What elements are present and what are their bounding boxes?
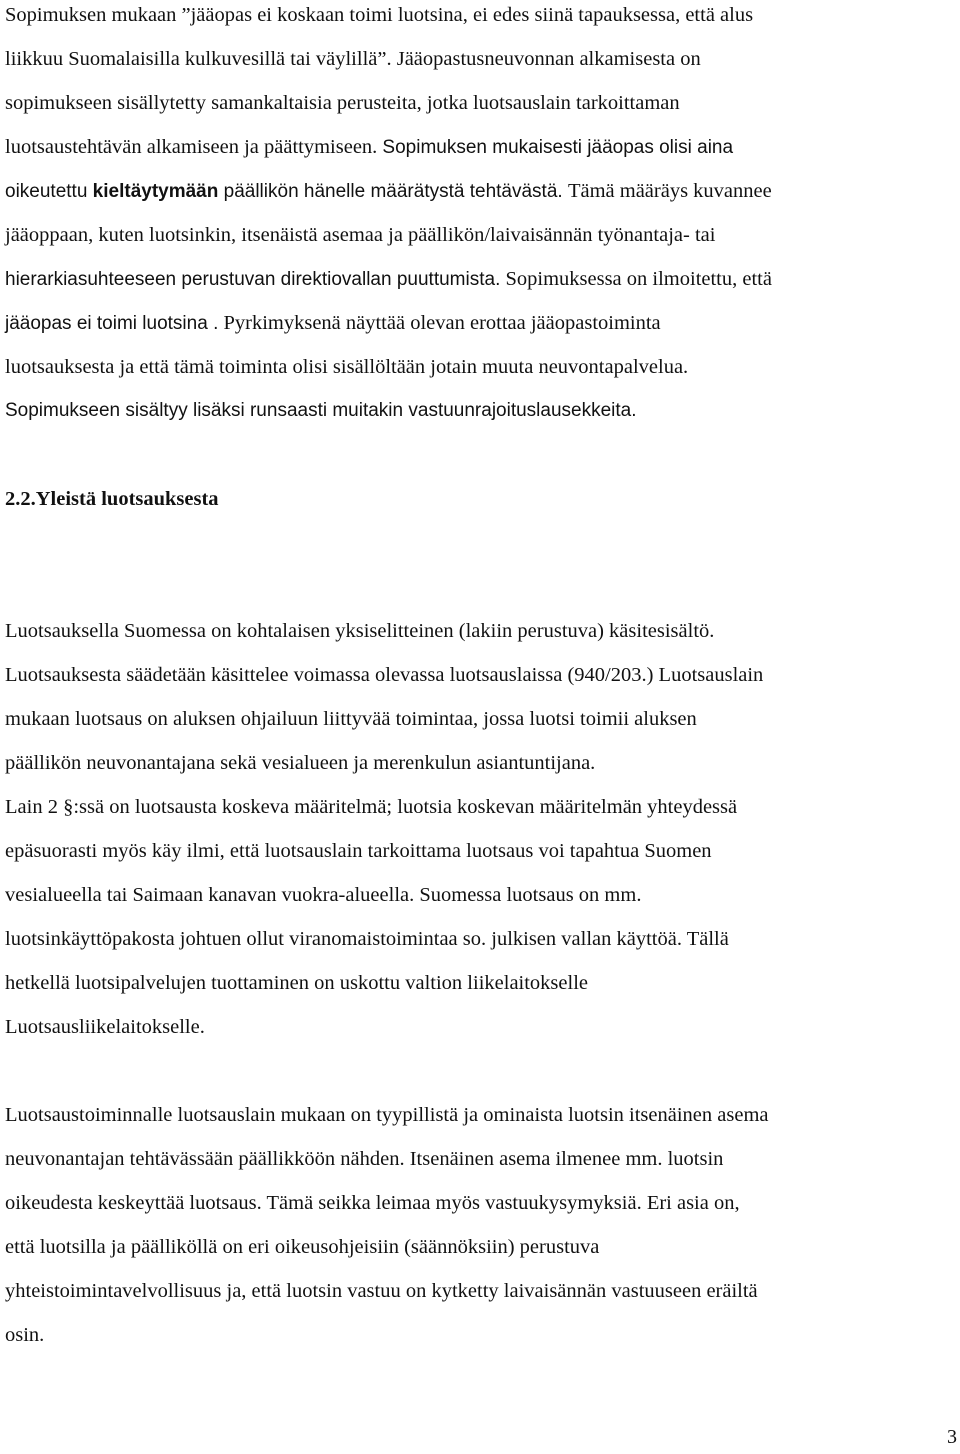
paragraph-2-line-4: päällikön neuvonantajana sekä vesialueen ja merenkulun asiantuntijana. [5, 752, 596, 774]
section-heading: 2.2.Yleistä luotsauksesta [5, 488, 219, 510]
paragraph-2-line-9: hetkellä luotsipalvelujen tuottaminen on uskottu valtion liikelaitokselle [5, 972, 588, 994]
paragraph-1-line-7-sans-text: hierarkiasuhteeseen perustuvan direktiovallan puuttumista. [5, 269, 501, 290]
paragraph-2-line-10: Luotsausliikelaitokselle. [5, 1016, 205, 1038]
page-number: 3 [947, 1426, 957, 1448]
emphasized-word: kieltäytymään [92, 181, 219, 202]
paragraph-1-line-7-text: Sopimuksessa on ilmoitettu, että [505, 268, 772, 290]
paragraph-3-line-4: että luotsilla ja päälliköllä on eri oikeusohjeisiin (säännöksiin) perustuva [5, 1236, 600, 1258]
paragraph-1-line-5-middle: päällikön hänelle määrätystä tehtävästä. [218, 181, 563, 202]
paragraph-1-line-10: Sopimukseen sisältyy lisäksi runsaasti muitakin vastuunrajoituslausekkeita. [5, 400, 637, 421]
paragraph-3-line-5: yhteistoimintavelvollisuus ja, että luotsin vastuu on kytketty laivaisännän vastuuseen eräiltä [5, 1280, 758, 1302]
paragraph-1-line-4 [5, 134, 733, 161]
paragraph-2-line-7: vesialueella tai Saimaan kanavan vuokra-alueella. Suomessa luotsaus on mm. [5, 884, 642, 906]
paragraph-3-line-2: neuvonantajan tehtävässään päällikköön nähden. Itsenäinen asema ilmenee mm. luotsin [5, 1148, 724, 1170]
paragraph-1-line-8-sans-text: jääopas ei toimi luotsina . [5, 313, 219, 334]
paragraph-1-line-7 [5, 266, 772, 293]
paragraph-1-line-3: sopimukseen sisällytetty samankaltaisia perusteita, jotka luotsauslain tarkoittaman [5, 92, 680, 114]
paragraph-3-line-3: oikeudesta keskeyttää luotsaus. Tämä seikka leimaa myös vastuukysymyksiä. Eri asia on, [5, 1192, 740, 1214]
paragraph-2-line-8: luotsinkäyttöpakosta johtuen ollut viranomaistoimintaa so. julkisen vallan käyttöä. Tällä [5, 928, 729, 950]
paragraph-2-line-5: Lain 2 §:ssä on luotsausta koskeva määritelmä; luotsia koskevan määritelmän yhteydessä [5, 796, 738, 818]
paragraph-1-line-9: luotsauksesta ja että tämä toiminta olisi sisällöltään jotain muuta neuvontapalvelua. [5, 356, 689, 378]
paragraph-1-line-4-sans-text: Sopimuksen mukaisesti jääopas olisi aina [382, 137, 734, 158]
document-page [5, 0, 955, 1454]
paragraph-1-line-5-end: Tämä määräys kuvannee [567, 180, 772, 202]
paragraph-1-line-5-start: oikeutettu [5, 181, 93, 202]
paragraph-2-line-6: epäsuorasti myös käy ilmi, että luotsauslain tarkoittama luotsaus voi tapahtua Suomen [5, 840, 712, 862]
paragraph-1-line-5 [5, 178, 772, 205]
paragraph-1-line-8-text: Pyrkimyksenä näyttää olevan erottaa jääopastoiminta [223, 312, 661, 334]
paragraph-1-line-4-text: luotsaustehtävän alkamiseen ja päättymiseen. [5, 136, 378, 158]
paragraph-1-line-1: Sopimuksen mukaan ”jääopas ei koskaan toimi luotsina, ei edes siinä tapauksessa, että alus [5, 4, 754, 26]
paragraph-1-line-2: liikkuu Suomalaisilla kulkuvesillä tai väylillä”. Jääopastusneuvonnan alkamisesta on [5, 48, 701, 70]
paragraph-1-line-8 [5, 310, 661, 337]
paragraph-3-line-1: Luotsaustoiminnalle luotsauslain mukaan on tyypillistä ja ominaista luotsin itsenäinen asema [5, 1104, 769, 1126]
paragraph-3-line-6: osin. [5, 1324, 45, 1346]
paragraph-2-line-3: mukaan luotsaus on aluksen ohjailuun liittyvää toimintaa, jossa luotsi toimii aluksen [5, 708, 697, 730]
paragraph-2-line-2: Luotsauksesta säädetään käsittelee voimassa olevassa luotsauslaissa (940/203.) Luotsauslain [5, 664, 764, 686]
paragraph-1-line-6: jääoppaan, kuten luotsinkin, itsenäistä asemaa ja päällikön/laivaisännän työnantaja- tai [5, 224, 716, 246]
paragraph-2-line-1: Luotsauksella Suomessa on kohtalaisen yksiselitteinen (lakiin perustuva) käsitesisältö. [5, 620, 715, 642]
